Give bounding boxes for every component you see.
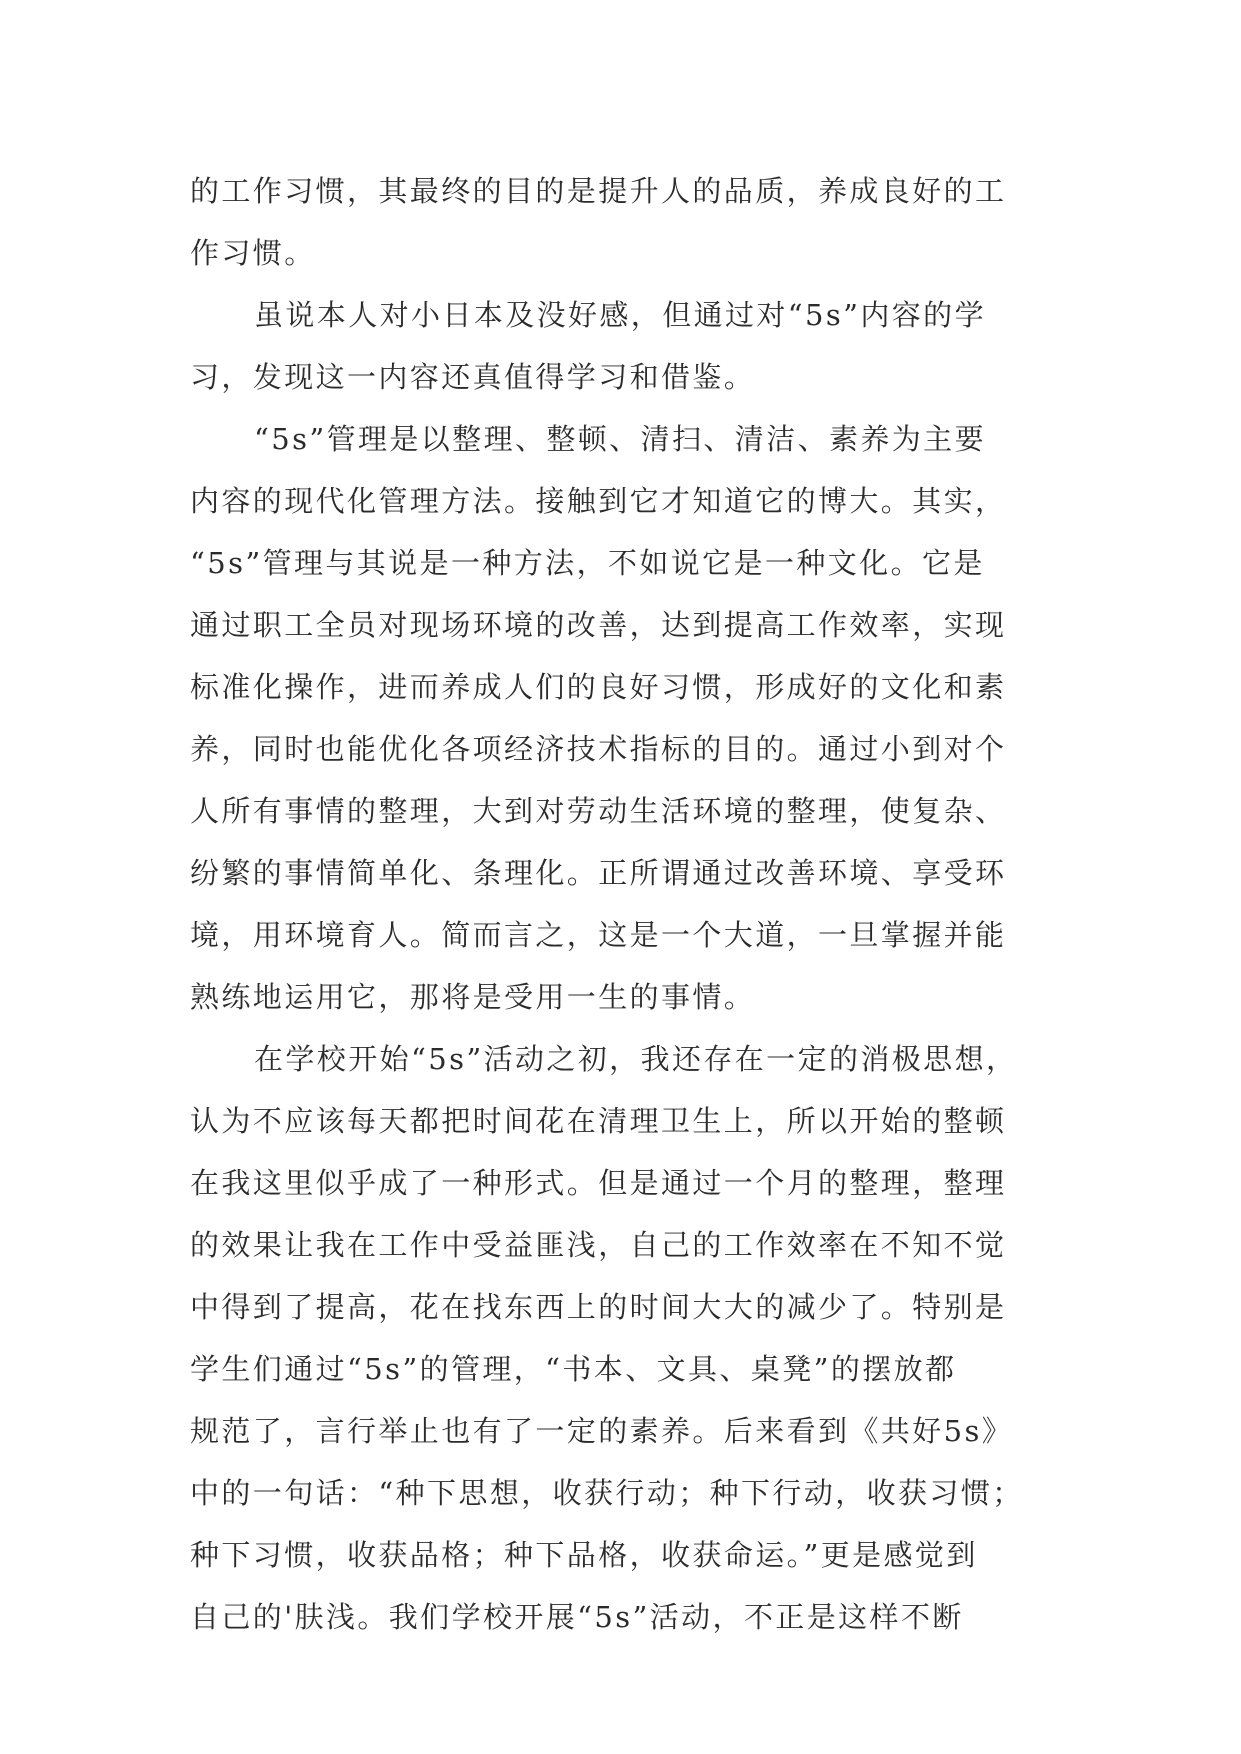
text-line: 的工作习惯，其最终的目的是提升人的品质，养成良好的工 (190, 174, 1007, 208)
text-line: 境，用环境育人。简而言之，这是一个大道，一旦掌握并能 (190, 918, 1007, 952)
text-line: 自己的'肤浅。我们学校开展“5s”活动，不正是这样不断 (190, 1600, 964, 1634)
text-line: 人所有事情的整理，大到对劳动生活环境的整理，使复杂、 (190, 794, 1007, 828)
text-line: 学生们通过“5s”的管理，“书本、文具、桌凳”的摆放都 (190, 1352, 957, 1386)
text-line: 习，发现这一内容还真值得学习和借鉴。 (190, 360, 756, 394)
paragraph-start-line: “5s”管理是以整理、整顿、清扫、清洁、素养为主要 (254, 422, 986, 456)
text-line: 养，同时也能优化各项经济技术指标的目的。通过小到对个 (190, 732, 1007, 766)
paragraph-start-line: 虽说本人对小日本及没好感，但通过对“5s”内容的学 (254, 298, 986, 332)
text-line: 熟练地运用它，那将是受用一生的事情。 (190, 980, 756, 1014)
text-line: 种下习惯，收获品格；种下品格，收获命运。”更是感觉到 (190, 1538, 978, 1572)
text-line: 认为不应该每天都把时间花在清理卫生上，所以开始的整顿 (190, 1104, 1007, 1138)
text-line: 的效果让我在工作中受益匪浅，自己的工作效率在不知不觉 (190, 1228, 1007, 1262)
text-line: 中得到了提高，花在找东西上的时间大大的减少了。特别是 (190, 1290, 1007, 1324)
document-body (190, 160, 1070, 1648)
text-line: 内容的现代化管理方法。接触到它才知道它的博大。其实， (190, 484, 1007, 518)
text-line: “5s”管理与其说是一种方法，不如说它是一种文化。它是 (190, 546, 985, 580)
paragraph-start-line: 在学校开始“5s”活动之初，我还存在一定的消极思想， (254, 1042, 1018, 1076)
text-line: 中的一句话：“种下思想，收获行动；种下行动，收获习惯； (190, 1476, 1024, 1510)
text-line: 作习惯。 (190, 236, 316, 270)
text-line: 标准化操作，进而养成人们的良好习惯，形成好的文化和素 (190, 670, 1007, 704)
text-line: 在我这里似乎成了一种形式。但是通过一个月的整理，整理 (190, 1166, 1007, 1200)
text-line: 通过职工全员对现场环境的改善，达到提高工作效率，实现 (190, 608, 1007, 642)
text-line: 规范了，言行举止也有了一定的素养。后来看到《共好5s》 (190, 1414, 1014, 1448)
text-line: 纷繁的事情简单化、条理化。正所谓通过改善环境、享受环 (190, 856, 1007, 890)
